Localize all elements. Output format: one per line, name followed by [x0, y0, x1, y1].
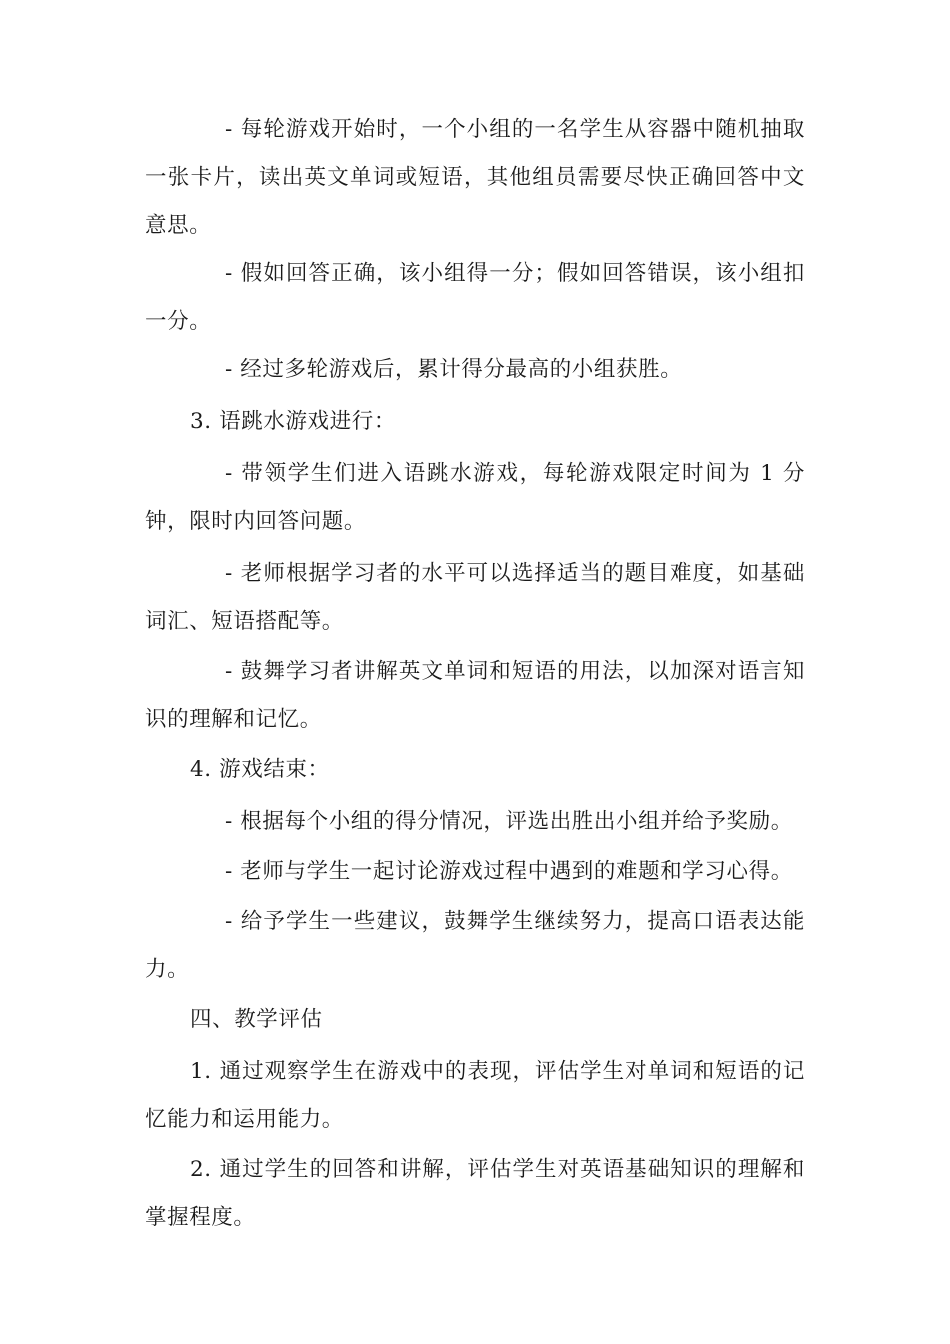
paragraph-dive-game-intro: - 带领学生们进入语跳水游戏，每轮游戏限定时间为 1 分钟，限时内回答问题。: [145, 461, 805, 534]
section-heading-evaluation: 四、教学评估: [190, 1007, 323, 1032]
paragraph-suggestions: - 给予学生一些建议，鼓舞学生继续努力，提高口语表达能力。: [145, 909, 805, 982]
paragraph-difficulty-selection: - 老师根据学习者的水平可以选择适当的题目难度，如基础词汇、短语搭配等。: [145, 561, 805, 634]
paragraph-award-winners: - 根据每个小组的得分情况，评选出胜出小组并给予奖励。: [225, 809, 793, 834]
paragraph-winner-rule: - 经过多轮游戏后，累计得分最高的小组获胜。: [225, 357, 683, 382]
paragraph-evaluation-1: 1. 通过观察学生在游戏中的表现，评估学生对单词和短语的记忆能力和运用能力。: [145, 1059, 805, 1132]
paragraph-round-start: - 每轮游戏开始时，一个小组的一名学生从容器中随机抽取一张卡片，读出英文单词或短语，其他组员需要尽快正确回答中文意思。: [145, 117, 805, 238]
paragraph-evaluation-2: 2. 通过学生的回答和讲解，评估学生对英语基础知识的理解和掌握程度。: [145, 1157, 805, 1230]
paragraph-discussion: - 老师与学生一起讨论游戏过程中遇到的难题和学习心得。: [225, 859, 793, 884]
paragraph-scoring-rule: - 假如回答正确，该小组得一分；假如回答错误，该小组扣一分。: [145, 261, 805, 334]
heading-step-3: 3. 语跳水游戏进行：: [190, 409, 396, 434]
paragraph-explain-usage: - 鼓舞学习者讲解英文单词和短语的用法，以加深对语言知识的理解和记忆。: [145, 659, 805, 732]
heading-step-4: 4. 游戏结束：: [190, 757, 330, 782]
